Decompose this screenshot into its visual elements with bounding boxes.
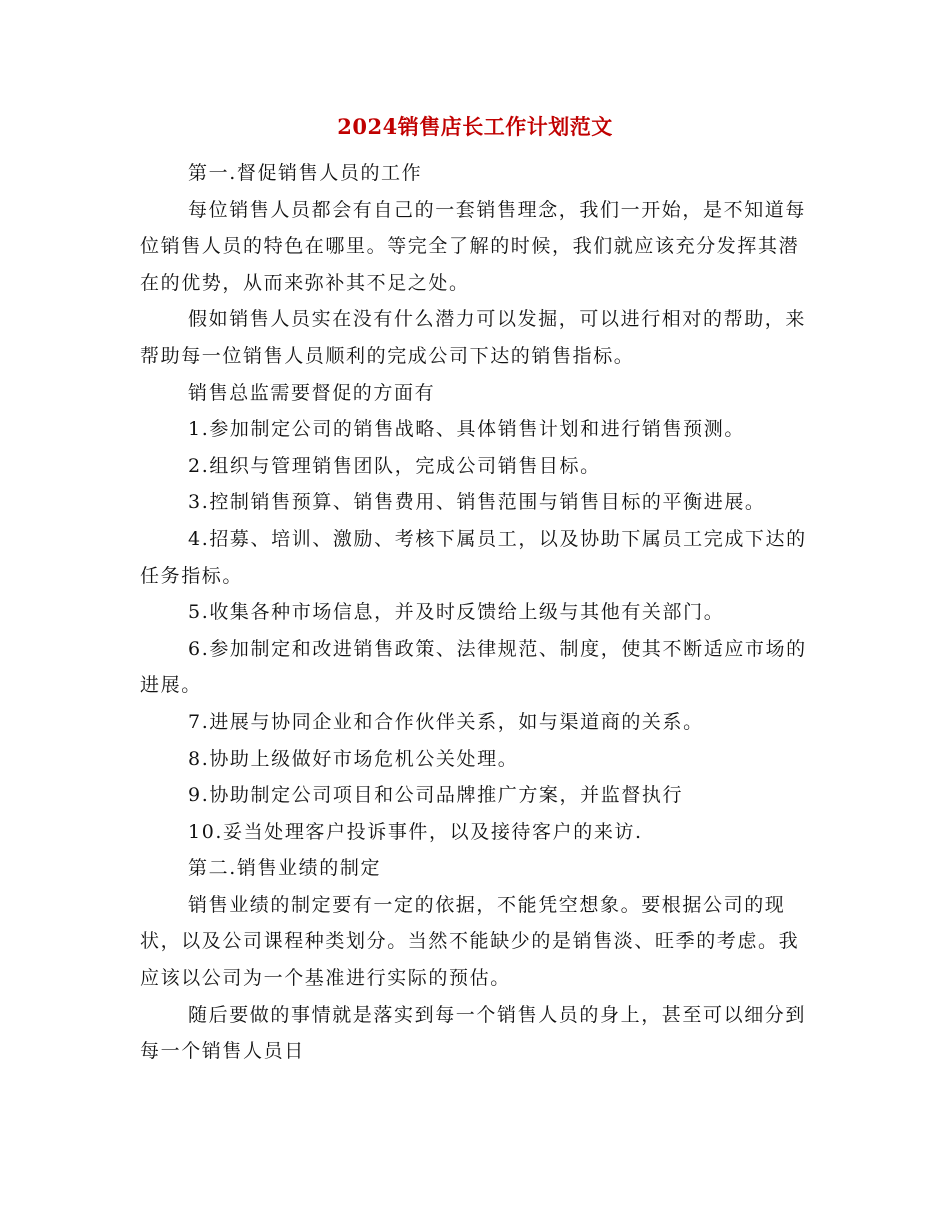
section-heading-2: 第二.销售业绩的制定 <box>188 857 382 880</box>
document-body <box>140 155 810 1070</box>
document-title: 2024销售店长工作计划范文 <box>337 114 613 139</box>
paragraph: 每位销售人员都会有自己的一套销售理念，我们一开始，是不知道每位销售人员的特色在哪里。等完全了解的时候，我们就应该充分发挥其潜在的优势，从而来弥补其不足之处。 <box>140 198 807 294</box>
list-item: 9.协助制定公司项目和公司品牌推广方案，并监督执行 <box>188 784 684 807</box>
list-item: 7.进展与协同企业和合作伙伴关系，如与渠道商的关系。 <box>188 710 704 733</box>
list-item: 2.组织与管理销售团队，完成公司销售目标。 <box>188 454 601 477</box>
list-item: 3.控制销售预算、销售费用、销售范围与销售目标的平衡进展。 <box>188 491 766 514</box>
paragraph: 假如销售人员实在没有什么潜力可以发掘，可以进行相对的帮助，来帮助每一位销售人员顺利的完成公司下达的销售指标。 <box>140 308 807 367</box>
list-item: 6.参加制定和改进销售政策、法律规范、制度，使其不断适应市场的进展。 <box>140 637 807 697</box>
list-item: 10.妥当处理客户投诉事件，以及接待客户的来访. <box>188 820 643 843</box>
section-heading-1: 第一.督促销售人员的工作 <box>188 162 423 184</box>
list-item: 1.参加制定公司的销售战略、具体销售计划和进行销售预测。 <box>188 418 745 441</box>
paragraph: 销售总监需要督促的方面有 <box>188 381 436 404</box>
list-item: 5.收集各种市场信息，并及时反馈给上级与其他有关部门。 <box>188 601 725 624</box>
list-item: 8.协助上级做好市场危机公关处理。 <box>188 747 519 770</box>
paragraph: 随后要做的事情就是落实到每一个销售人员的身上，甚至可以细分到每一个销售人员日 <box>140 1003 807 1063</box>
list-item: 4.招募、培训、激励、考核下属员工，以及协助下属员工完成下达的任务指标。 <box>140 527 807 587</box>
paragraph: 销售业绩的制定要有一定的依据，不能凭空想象。要根据公司的现状，以及公司课程种类划分。当然不能缺少的是销售淡、旺季的考虑。我应该以公司为一个基准进行实际的预估。 <box>140 893 800 990</box>
